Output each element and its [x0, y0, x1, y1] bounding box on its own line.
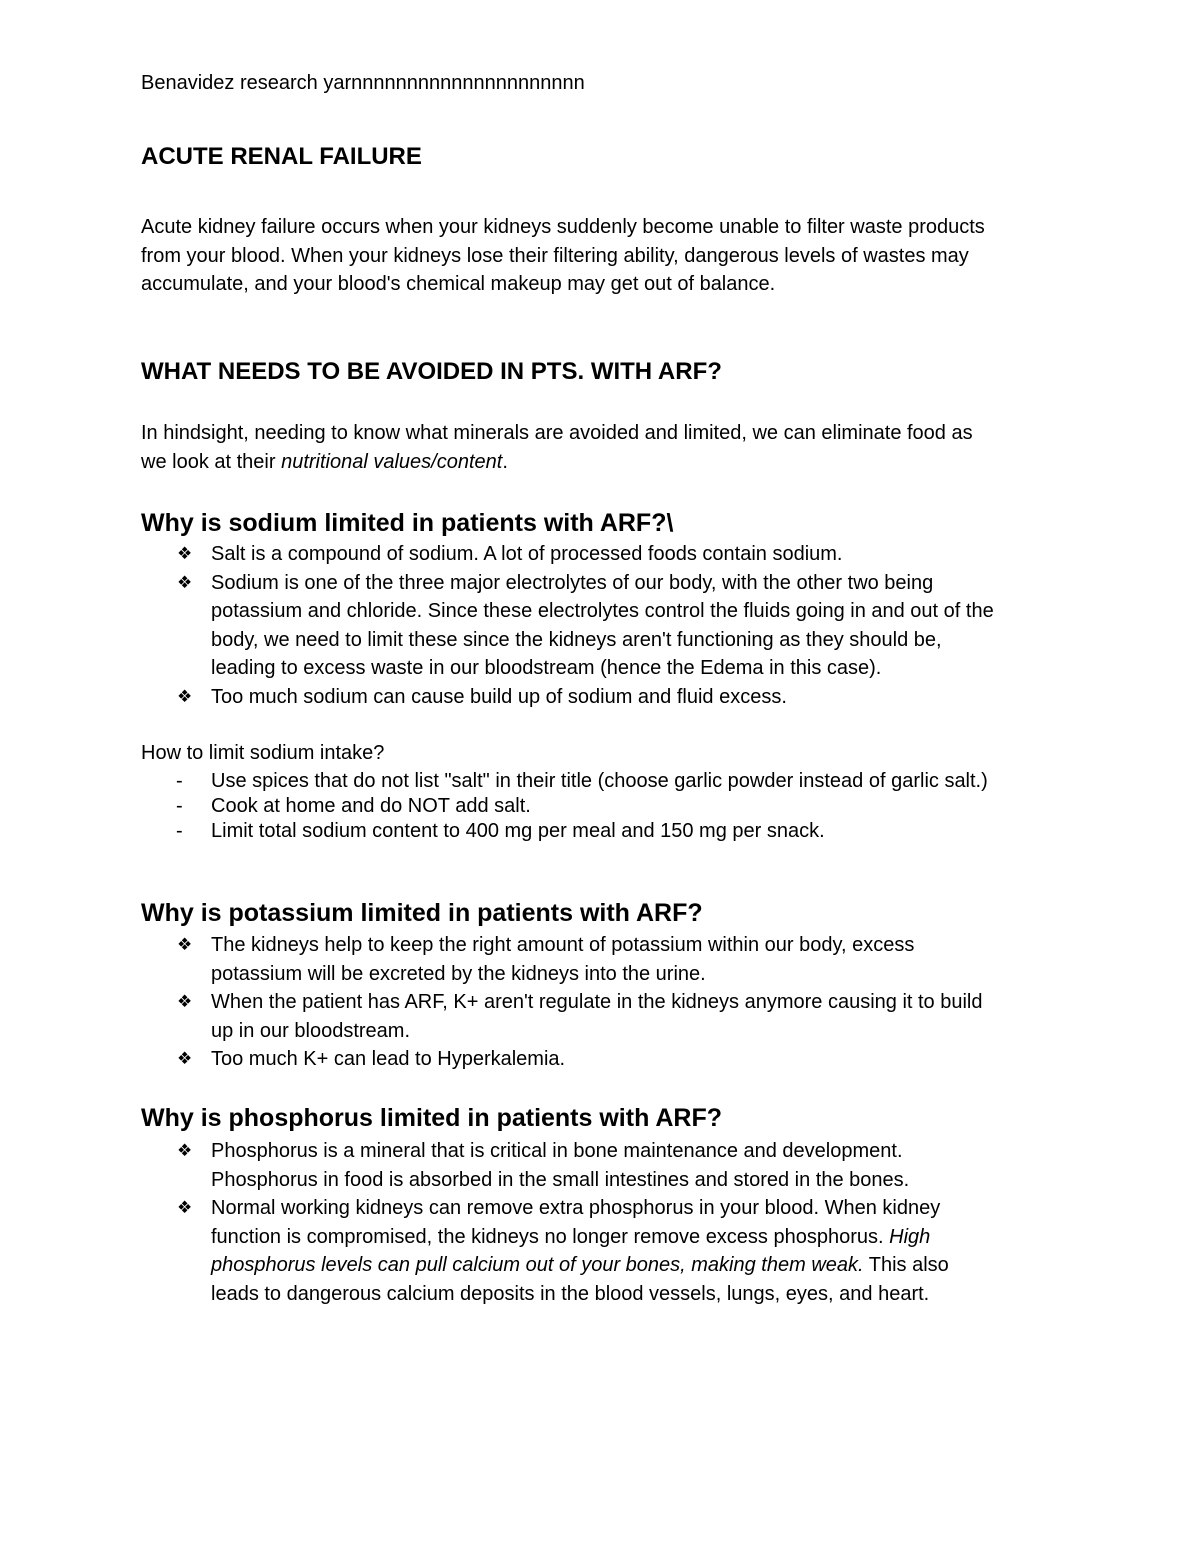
avoid-paragraph: [141, 419, 973, 476]
page-title: ACUTE RENAL FAILURE: [141, 143, 422, 170]
document-header: Benavidez research yarnnnnnnnnnnnnnnnnnnnnn: [141, 72, 585, 94]
potassium-bullet-list: [141, 931, 1071, 1074]
dash-bullet-icon: -: [176, 770, 183, 792]
bullet-text-part: This also: [863, 1254, 949, 1276]
list-item: [141, 988, 1071, 1045]
bullet-text: [211, 1251, 1071, 1280]
list-item: [141, 794, 1071, 819]
list-item: [141, 1045, 1071, 1074]
bullet-text: The kidneys help to keep the right amount of potassium within our body, excess: [211, 934, 915, 956]
bullet-text: Salt is a compound of sodium. A lot of processed foods contain sodium.: [211, 543, 843, 565]
avoid-line-end: .: [502, 450, 508, 473]
bullet-text: potassium and chloride. Since these electrolytes control the fluids going in and out of the: [211, 600, 994, 622]
diamond-bullet-icon: ❖: [177, 1198, 193, 1217]
avoid-italic-text: nutritional values/content: [281, 450, 503, 473]
bullet-text: Too much sodium can cause build up of sodium and fluid excess.: [211, 685, 787, 708]
diamond-bullet-icon: ❖: [177, 686, 193, 706]
dash-bullet-icon: -: [176, 795, 183, 817]
list-item: [141, 931, 1071, 988]
bullet-text: Sodium is one of the three major electrolytes of our body, with the other two being: [211, 571, 934, 594]
bullet-text: Too much K+ can lead to Hyperkalemia.: [211, 1048, 566, 1070]
bullet-text: potassium will be excreted by the kidneys into the urine.: [211, 962, 706, 985]
diamond-bullet-icon: ❖: [177, 935, 193, 954]
diamond-bullet-icon: ❖: [177, 572, 193, 592]
sodium-heading: Why is sodium limited in patients with ARF?\: [141, 509, 674, 537]
bullet-italic-text: High: [889, 1225, 931, 1248]
diamond-bullet-icon: ❖: [177, 992, 193, 1011]
list-item: [141, 1194, 1071, 1308]
intro-paragraph: [141, 213, 985, 299]
bullet-text: body, we need to limit these since the kidneys aren't functioning as they should be,: [211, 628, 942, 651]
bullet-italic-text: phosphorus levels can pull calcium out of your bones, making them weak.: [211, 1254, 864, 1276]
bullet-text: When the patient has ARF, K+ aren't regulate in the kidneys anymore causing it to build: [211, 991, 983, 1013]
phosphorus-heading: Why is phosphorus limited in patients with ARF?: [141, 1104, 723, 1132]
bullet-text: up in our bloodstream.: [211, 1019, 411, 1042]
list-item: [141, 819, 1071, 844]
bullet-text: Phosphorus in food is absorbed in the small intestines and stored in the bones.: [211, 1168, 910, 1191]
bullet-text: leads to dangerous calcium deposits in the blood vessels, lungs, eyes, and heart.: [211, 1282, 930, 1305]
avoid-line: In hindsight, needing to know what minerals are avoided and limited, we can eliminate food as: [141, 422, 973, 444]
phosphorus-bullet-list: [141, 1137, 1071, 1308]
bullet-text: Phosphorus is a mineral that is critical in bone maintenance and development.: [211, 1140, 903, 1162]
potassium-heading: Why is potassium limited in patients with ARF?: [141, 899, 703, 927]
avoid-line: [141, 448, 973, 477]
list-item: [141, 683, 1071, 712]
list-item: [141, 569, 1071, 683]
avoid-line-text: we look at their: [141, 450, 282, 473]
intro-line: Acute kidney failure occurs when your kidneys suddenly become unable to filter waste products: [141, 216, 985, 238]
sodium-howto-list: [141, 769, 1071, 844]
diamond-bullet-icon: ❖: [177, 544, 193, 563]
dash-bullet-icon: -: [176, 820, 183, 842]
howto-text: Cook at home and do NOT add salt.: [211, 795, 531, 817]
sodium-bullet-list: [141, 540, 1071, 711]
sodium-howto-label: How to limit sodium intake?: [141, 742, 385, 764]
bullet-text-part: function is compromised, the kidneys no longer remove excess phosphorus.: [211, 1225, 890, 1248]
diamond-bullet-icon: ❖: [177, 1049, 193, 1068]
list-item: [141, 540, 1071, 569]
intro-line: from your blood. When your kidneys lose their filtering ability, dangerous levels of wastes may: [141, 244, 969, 267]
bullet-text: [211, 1223, 1071, 1252]
list-item: [141, 1137, 1071, 1194]
avoid-heading: WHAT NEEDS TO BE AVOIDED IN PTS. WITH ARF?: [141, 358, 722, 385]
howto-text: Limit total sodium content to 400 mg per meal and 150 mg per snack.: [211, 820, 825, 842]
bullet-text: leading to excess waste in our bloodstream (hence the Edema in this case).: [211, 657, 882, 679]
intro-line: accumulate, and your blood's chemical makeup may get out of balance.: [141, 273, 776, 295]
bullet-text: Normal working kidneys can remove extra phosphorus in your blood. When kidney: [211, 1197, 941, 1219]
diamond-bullet-icon: ❖: [177, 1141, 193, 1160]
list-item: [141, 769, 1071, 794]
howto-text: Use spices that do not list "salt" in their title (choose garlic powder instead of garlic salt.): [211, 770, 988, 792]
